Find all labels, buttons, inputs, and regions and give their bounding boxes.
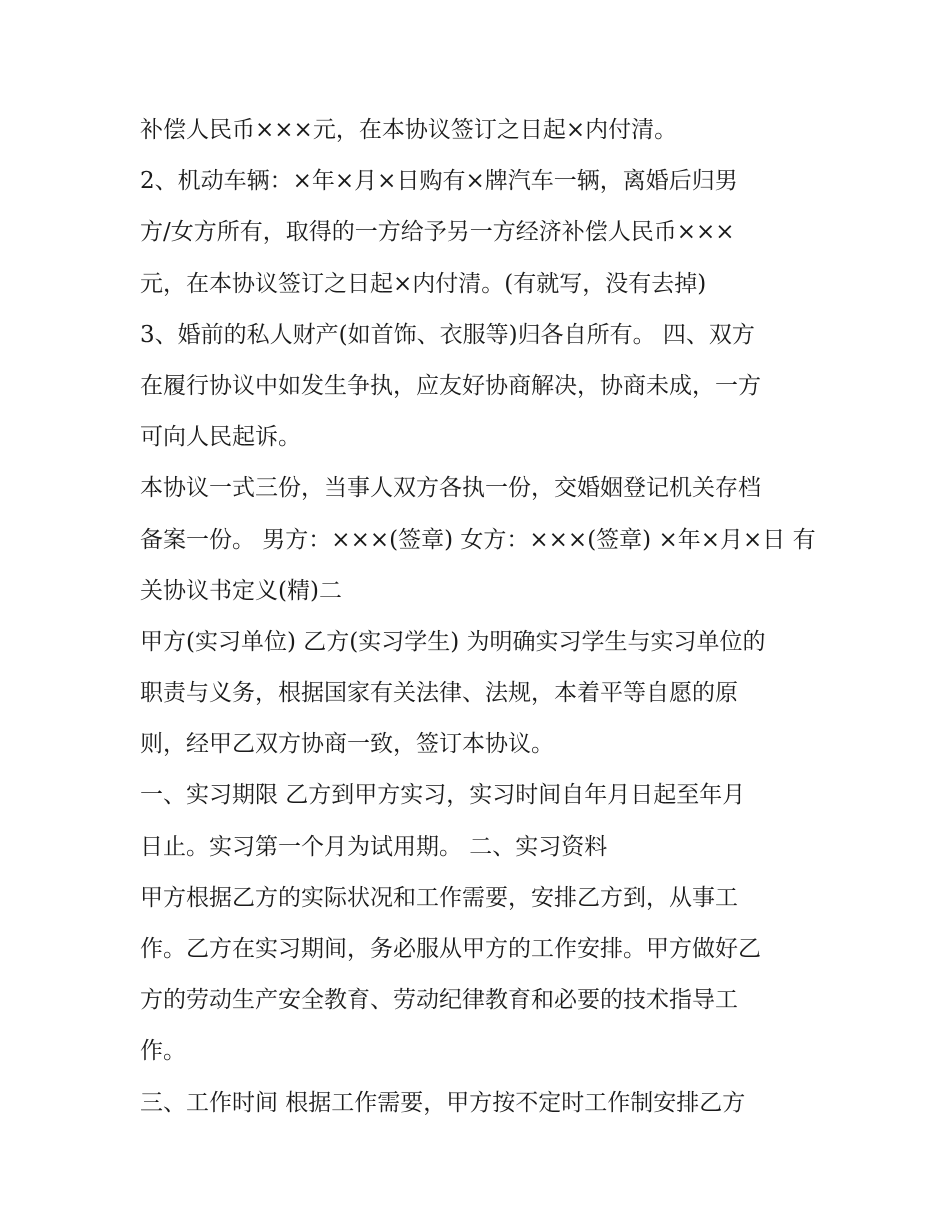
text-line: 甲方根据乙方的实际状况和工作需要，安排乙方到，从事工 xyxy=(140,884,738,911)
text-line: 可向人民起诉。 xyxy=(140,424,301,451)
text-line: 方/女方所有，取得的一方给予另一方经济补偿人民币××× xyxy=(140,219,735,246)
text-line: 作。 xyxy=(140,1038,186,1065)
text-line: 2、机动车辆：×年×月×日购有×牌汽车一辆，离婚后归男 xyxy=(140,168,738,195)
text-line: 一、实习期限 乙方到甲方实习，实习时间自年月日起至年月 xyxy=(140,782,746,809)
text-line: 元，在本协议签订之日起×内付清。(有就写，没有去掉) xyxy=(140,270,707,297)
text-line: 在履行协议中如发生争执，应友好协商解决，协商未成，一方 xyxy=(140,372,761,399)
text-line: 职责与义务，根据国家有关法律、法规，本着平等自愿的原 xyxy=(140,680,738,707)
text-line: 作。乙方在实习期间，务必服从甲方的工作安排。甲方做好乙 xyxy=(140,936,761,962)
text-line: 备案一份。 男方：×××(签章) 女方：×××(签章) ×年×月×日 有 xyxy=(140,526,816,553)
text-line: 3、婚前的私人财产(如首饰、衣服等)归各自所有。 四、双方 xyxy=(140,321,755,348)
text-line: 关协议书定义(精)二 xyxy=(140,577,342,604)
text-line: 方的劳动生产安全教育、劳动纪律教育和必要的技术指导工 xyxy=(140,987,738,1014)
text-line: 甲方(实习单位) 乙方(实习学生) 为明确实习学生与实习单位的 xyxy=(140,628,766,655)
document-page xyxy=(140,105,820,1129)
text-line: 补偿人民币×××元，在本协议签订之日起×内付清。 xyxy=(140,117,678,143)
text-line: 则，经甲乙双方协商一致，签订本协议。 xyxy=(140,731,554,758)
text-line: 本协议一式三份，当事人双方各执一份，交婚姻登记机关存档 xyxy=(140,475,761,502)
text-line: 三、工作时间 根据工作需要，甲方按不定时工作制安排乙方 xyxy=(140,1089,746,1116)
text-line: 日止。实习第一个月为试用期。 二、实习资料 xyxy=(140,833,608,860)
